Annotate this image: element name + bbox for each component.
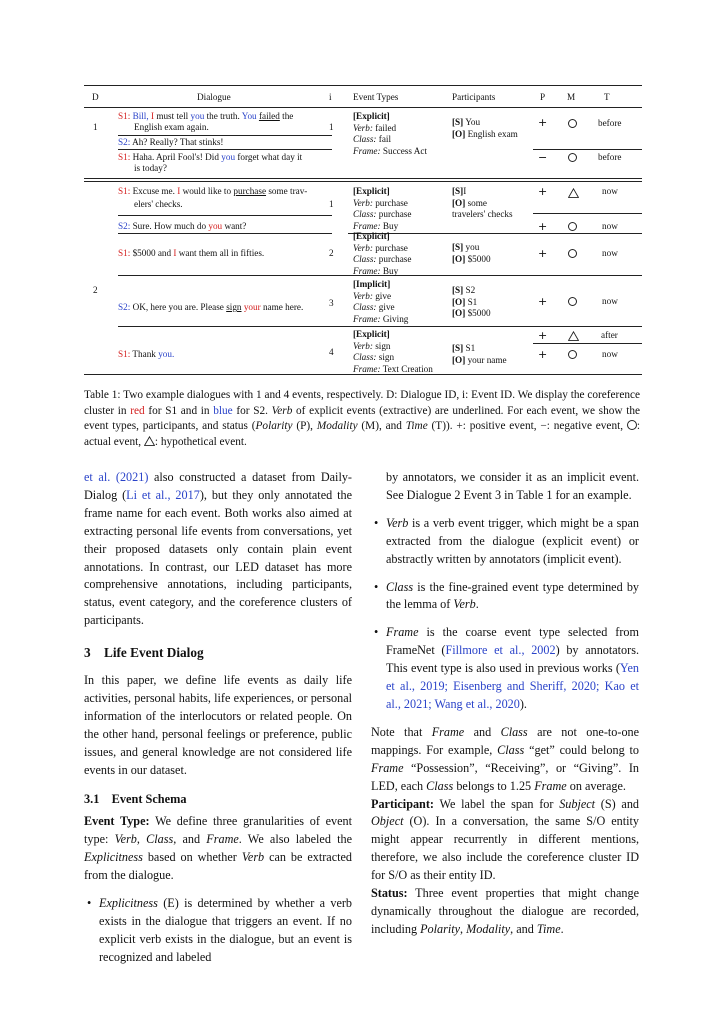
header-participants: Participants xyxy=(452,92,496,102)
citation-link[interactable]: Fillmore et al., 2002 xyxy=(445,643,556,658)
d2-u2: S2: Sure. How much do you want? xyxy=(118,221,247,231)
bullet-icon: • xyxy=(374,515,379,530)
d1-r1-time: before xyxy=(598,118,622,128)
d2-e2-participants: [S] you [O] $5000 xyxy=(452,242,491,264)
paragraph: Participant: We label the span for Subject (S) and Object (O). In a conversation, the same S/O entity might appear recurrently in different mentions, therefore, we also include the coreference cluster ID for S/O as their entity ID. xyxy=(371,796,640,883)
list-item: • Verb is a verb event trigger, which might be a span extracted from the dialogue (explicit event) or abstractly written by annotators (implicit event). xyxy=(374,515,639,566)
d2-e3-participants: [S] S2 [O] S1 [O] $5000 xyxy=(452,285,491,319)
section-heading: 3 Life Event Dialog xyxy=(84,645,204,661)
d1-id: 1 xyxy=(93,122,98,132)
table-bottom-rule xyxy=(84,374,642,375)
d2-r3-time: now xyxy=(602,248,618,258)
speaker: S1: xyxy=(118,111,131,121)
subsection-heading: 3.1 Event Schema xyxy=(84,791,187,806)
d2-r1-time: now xyxy=(602,186,618,196)
table-caption: Table 1: Two example dialogues with 1 and 4 events, respectively. D: Dialogue ID, i: Event ID. We display the coreference cluster in red for S1 and in blue for S2. Verb of explicit events (extractive) are underlined. For each event, we show the event types, participants, and status (Polarity (P), Modality (M), and Time (T)). +: positive event, −: negative event, : actual event, : hypothetical event. xyxy=(84,389,641,448)
d1-r2-polarity: − xyxy=(538,151,548,164)
d2-r4-polarity: + xyxy=(538,295,548,308)
paragraph: et al. (2021) also constructed a dataset from Daily-Dialog (Li et al., 2017), but they only annotated the frame name for each event. Both works also aimed at extracting personal life events from conversations, yet their proposed datasets only contain plain event annotations. In contrast, our LED dataset has more comprehensive annotations, including participants, status, event category, and the coreference clusters of participants. xyxy=(84,470,352,628)
d2-r4-time: now xyxy=(602,296,618,306)
d1-r2-actual-icon xyxy=(568,153,577,162)
d1-e1-participants: [S] You [O] English exam xyxy=(452,117,518,139)
circle-icon xyxy=(627,420,637,430)
header-i: i xyxy=(329,92,332,102)
d2-r1-polarity: + xyxy=(538,185,548,198)
d1-u3-line1: S1: Haha. April Fool's! Did you forget what day it xyxy=(118,152,303,162)
paragraph: Event Type: We define three granularities of event type: Verb, Class, and Frame. We also labeled the Explicitness based on whether Verb can be extracted from the dialogue. xyxy=(84,814,353,883)
d2-e1-participants: [S]I [O] some travelers' checks xyxy=(452,186,513,220)
paragraph: In this paper, we define life events as daily life activities, personal habits, life experiences, or personal information of the interlocutors or related people. On the other hand, personal feelings or preference, public issues, and general knowledge are not considered life events in our dataset. xyxy=(84,673,352,777)
d2-r6-time: now xyxy=(602,349,618,359)
d2-id: 2 xyxy=(93,285,98,295)
list-item: • Explicitness (E) is determined by whether a verb exists in the dialogue that triggers an event. If no explicit verb exists in the dialogue, but an event is recognized and labeled xyxy=(87,896,353,964)
d1-e1-i: 1 xyxy=(329,122,334,132)
d1-u2: S2: Ah? Really? That stinks! xyxy=(118,137,224,147)
d2-e4-i: 4 xyxy=(329,347,334,357)
list-item: • Class is the fine-grained event type determined by the lemma of Verb. xyxy=(374,579,640,612)
header-dialogue: Dialogue xyxy=(197,92,231,102)
header-event-types: Event Types xyxy=(353,92,399,102)
d1-r1-actual-icon xyxy=(568,119,577,128)
d2-e1-type: [Explicit] Verb: purchase Class: purchase Frame: Buy xyxy=(353,186,412,231)
d2-u3: S1: $5000 and I want them all in fifties. xyxy=(118,248,265,258)
d1-u1-line2: English exam again. xyxy=(134,122,209,132)
d1-u1-line1: S1: Bill, I must tell you the truth. You failed the xyxy=(118,111,294,121)
paragraph: Status: Three event properties that might change dynamically throughout the dialogue are recorded, including Polarity, Modality, and Time. xyxy=(371,886,639,936)
d2-r6-actual-icon xyxy=(568,350,577,359)
d2-r4-actual-icon xyxy=(568,297,577,306)
citation-link[interactable]: Li et al., 2017 xyxy=(126,487,200,502)
list-item: • Frame is the coarse event type selected from FrameNet (Fillmore et al., 2002) by annotators. This event type is also used in previous works (Yen et al., 2019; Eisenberg and Sheriff, 2020; Kao et al., 2021; Wang et al., 2020). xyxy=(374,625,640,711)
d2-e2-type: [Explicit] Verb: purchase Class: purchase Frame: Buy xyxy=(353,231,412,276)
paragraph: Note that Frame and Class are not one-to-one mappings. For example, Class “get” could belong to Frame “Possession”, “Receiving”, or “Giving”. In LED, each Class belongs to 1.25 Frame on average. xyxy=(371,724,640,793)
header-m: M xyxy=(567,92,576,102)
bullet-icon: • xyxy=(374,579,379,594)
d1-e1-type: [Explicit] Verb: failed Class: fail Frame: Success Act xyxy=(353,111,428,156)
left-column xyxy=(84,469,352,967)
d1-u3-line2: is today? xyxy=(134,163,167,173)
d2-r5-polarity: + xyxy=(538,329,548,342)
d2-u1-line2: elers' checks. xyxy=(134,199,183,209)
d2-r2-actual-icon xyxy=(568,222,577,231)
d2-r3-actual-icon xyxy=(568,249,577,258)
citation-link[interactable]: et al. (2021) xyxy=(84,470,149,484)
d2-r3-polarity: + xyxy=(538,247,548,260)
header-p: P xyxy=(540,92,546,102)
d2-e3-i: 3 xyxy=(329,298,334,308)
d2-e2-i: 2 xyxy=(329,248,334,258)
table-1 xyxy=(84,85,642,385)
triangle-icon xyxy=(144,436,155,446)
d2-e1-i: 1 xyxy=(329,199,334,209)
d1-r1-polarity: + xyxy=(538,116,548,129)
d2-r6-polarity: + xyxy=(538,348,548,361)
d2-r2-polarity: + xyxy=(538,220,548,233)
d2-e4-type: [Explicit] Verb: sign Class: sign Frame: Text Creation xyxy=(353,329,433,374)
d2-r2-time: now xyxy=(602,221,618,231)
citation-link[interactable]: Yen et al., 2019; Eisenberg and Sheriff, 2020; Kao et al., 2021; Wang et al., 2020 xyxy=(386,661,639,711)
header-d: D xyxy=(92,92,99,102)
bullet-icon: • xyxy=(374,625,379,640)
header-t: T xyxy=(604,92,610,102)
table-top-rule xyxy=(84,85,642,86)
right-column xyxy=(371,469,639,939)
d2-e4-participants: [S] S1 [O] your name xyxy=(452,343,507,365)
paragraph: by annotators, we consider it as an implicit event. See Dialogue 2 Event 3 in Table 1 for an example. xyxy=(386,470,639,502)
d2-u1-line1: S1: Excuse me. I would like to purchase some trav- xyxy=(118,186,308,196)
bullet-icon: • xyxy=(87,896,92,911)
d2-r5-time: after xyxy=(601,330,618,340)
header-rule xyxy=(84,107,642,108)
d1-r2-time: before xyxy=(598,152,622,162)
d2-e3-type: [Implicit] Verb: give Class: give Frame: Giving xyxy=(353,279,409,324)
d2-u5: S1: Thank you. xyxy=(118,349,175,359)
d2-u4: S2: OK, here you are. Please sign your name here. xyxy=(118,302,304,312)
